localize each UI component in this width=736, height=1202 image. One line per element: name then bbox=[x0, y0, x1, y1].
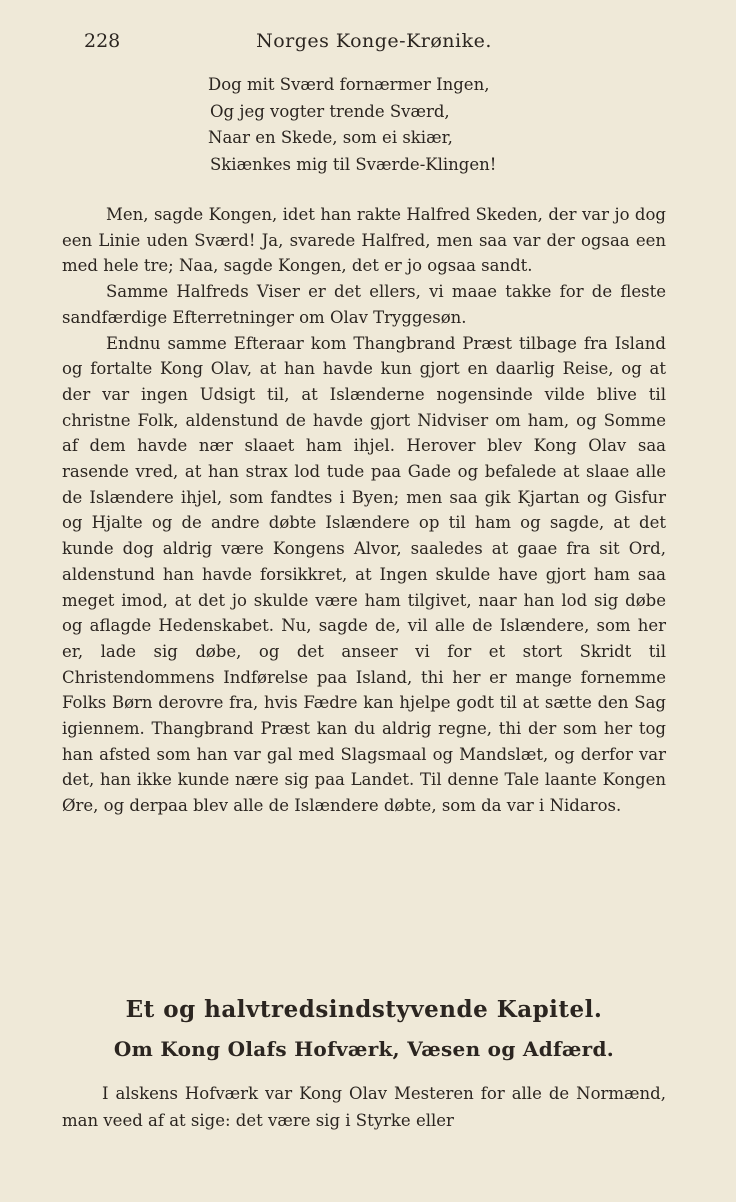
verse-line: Naar en Skede, som ei skiær, bbox=[208, 128, 453, 147]
paragraph: Samme Halfreds Viser er det ellers, vi maae takke for de fleste sandfærdige Efterretninger om Olav Tryggesøn. bbox=[62, 282, 666, 327]
paragraph: Men, sagde Kongen, idet han rakte Halfred Skeden, der var jo dog een Linie uden Sværd! Ja, svarede Halfred, men saa var der ogsaa een med hele tre; Naa, sagde Kongen, det er jo ogsaa sandt. bbox=[62, 205, 666, 276]
verse-line: Skiænkes mig til Sværde-Klingen! bbox=[210, 154, 497, 174]
chapter-title: Et og halvtredsindstyvende Kapitel. bbox=[125, 996, 603, 1023]
paragraph: I alskens Hofværk var Kong Olav Mesteren for alle de Normænd, man veed af at sige: det være sig i Styrke eller bbox=[62, 1084, 666, 1130]
page-header bbox=[84, 30, 664, 54]
body-text bbox=[62, 202, 666, 819]
closing-text bbox=[62, 1080, 666, 1134]
verse-stanza bbox=[208, 72, 528, 178]
verse-line: Dog mit Sværd fornærmer Ingen, bbox=[208, 75, 490, 94]
paragraph: Endnu samme Efteraar kom Thangbrand Præst tilbage fra Island og fortalte Kong Olav, at han havde kun gjort en daarlig Reise, og at der var ingen Udsigt til, at Islænderne nogensinde vilde blive til christne Folk, aldenstund de havde gjort Nidviser om ham, og Somme af dem havde nær slaaet ham ihjel. Herover blev Kong Olav saa rasende vred, at han strax lod tude paa Gade og befalede at slaae alle de Islændere ihjel, som fandtes i Byen; men saa gik Kjartan og Gisfur og Hjalte og de andre døbte Islændere op til ham og sagde, at det kunde dog aldrig være Kongens Alvor, saaledes at gaae fra sit Ord, aldenstund han havde forsikkret, at Ingen skulde have gjort ham saa meget imod, at det jo skulde være ham tilgivet, naar han lod sig døbe og aflagde Hedenskabet. Nu, sagde de, vil alle de Islændere, som her er, lade sig døbe, og det anseer vi for et stort Skridt til Christendommens Indførelse paa Island, thi her er mange fornemme Folks Børn derovre fra, hvis Fædre kan hjelpe godt til at sætte den Sag igiennem. Thangbrand Præst kan du aldrig regne, thi der som her tog han afsted som han var gal med Slagsmaal og Mandslæt, og derfor var det, han ikke kunde nære sig paa Landet. Til denne Tale laante Kongen Øre, og derpaa blev alle de Islændere døbte, som da var i Nidaros. bbox=[62, 333, 666, 816]
running-title: Norges Konge-Krønike. bbox=[256, 30, 492, 52]
chapter-subtitle: Om Kong Olafs Hofværk, Væsen og Adfærd. bbox=[113, 1037, 615, 1061]
page-number: 228 bbox=[84, 30, 121, 52]
verse-line: Og jeg vogter trende Sværd, bbox=[210, 101, 450, 121]
